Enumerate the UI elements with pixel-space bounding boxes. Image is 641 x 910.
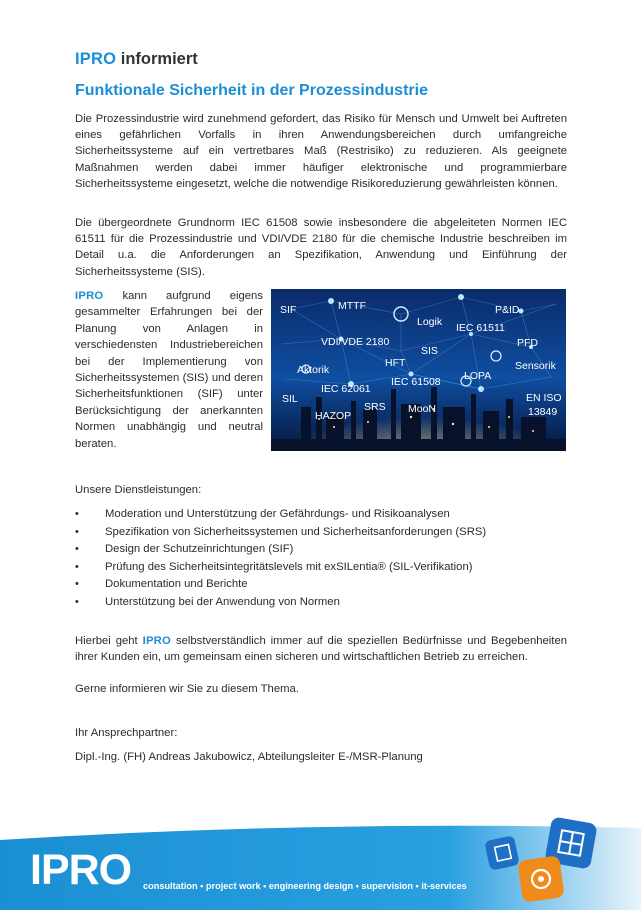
bullet-icon: • — [75, 595, 79, 608]
label-vdi-vde-2180: VDI/VDE 2180 — [321, 336, 390, 348]
label-iec-61511: IEC 61511 — [456, 322, 505, 334]
list-item: • Spezifikation von Sicherheitssystemen und Sicherheitsanforderungen (SRS) — [75, 524, 486, 542]
page-title: Funktionale Sicherheit in der Prozessindustrie — [75, 82, 428, 99]
bullet-icon: • — [75, 543, 79, 556]
header-label: informiert — [120, 50, 198, 68]
industrial-network-illustration — [271, 289, 566, 451]
list-item: • Moderation und Unterstützung der Gefährdungs- und Risikoanalysen — [75, 506, 486, 524]
bullet-icon: • — [75, 578, 79, 591]
label-sensorik: Sensorik — [515, 360, 556, 372]
bullet-icon: • — [75, 560, 79, 573]
label-sif: SIF — [280, 304, 297, 316]
label-hft: HFT — [385, 357, 406, 369]
inline-brand: IPRO — [75, 290, 104, 302]
contact-name: Dipl.-Ing. (FH) Andreas Jakubowicz, Abteilungsleiter E-/MSR-Planung — [75, 751, 423, 763]
label-srs: SRS — [364, 401, 386, 413]
inline-brand: IPRO — [142, 635, 172, 647]
label-hazop: HAZOP — [315, 410, 352, 422]
label-pfd: PFD — [517, 337, 538, 349]
label-sil: SIL — [282, 393, 298, 405]
footer-tagline: consultation • project work • engineering design • supervision • it-services — [143, 881, 467, 891]
label-en-iso: EN ISO — [526, 392, 562, 404]
label-moon: MooN — [408, 403, 437, 415]
label-13849: 13849 — [528, 406, 558, 418]
label-iec-61508: IEC 61508 — [391, 376, 441, 388]
label-iec-62061: IEC 62061 — [321, 383, 371, 395]
list-item: • Design der Schutzeinrichtungen (SIF) — [75, 541, 486, 559]
header-brand: IPRO — [75, 50, 117, 68]
closing-paragraph: Gerne informieren wir Sie zu diesem Thema. — [75, 683, 299, 695]
label-aktorik: Aktorik — [297, 364, 330, 376]
experience-text: kann aufgrund eigens gesammelter Erfahrungen bei der Planung von Anlagen in verschiedensten Industriebereichen bei der Implementierung von Sicherheitssystemen (SIS) und deren Sicherheitsfunktionen (SIF) unter Berücksichtigung der anerkannten Normen unabhängig und neutral beraten. — [75, 290, 263, 450]
label-lopa: LOPA — [464, 370, 492, 382]
bullet-icon: • — [75, 508, 79, 520]
customer-paragraph: Hierbei geht IPRO selbstverständlich immer auf die speziellen Bedürfnisse und Begebenheiten ihrer Kunden ein, um gemeinsam einen sicheren und wirtschaftlichen Betrieb zu erreichen. — [75, 635, 568, 664]
experience-paragraph — [75, 288, 263, 452]
cube-blue-small-icon — [484, 835, 520, 871]
list-item: • Prüfung des Sicherheitsintegritätslevels mit exSILentia® (SIL-Verifikation) — [75, 559, 486, 577]
label-sis: SIS — [421, 345, 438, 357]
list-item: • Unterstützung bei der Anwendung von Normen — [75, 594, 486, 612]
bullet-icon: • — [75, 525, 79, 538]
footer-logo: IPRO — [30, 846, 132, 894]
header — [75, 50, 198, 69]
services-title: Unsere Dienstleistungen: — [75, 484, 202, 496]
list-item: • Dokumentation und Berichte — [75, 576, 486, 594]
label-mttf: MTTF — [338, 300, 366, 312]
standards-paragraph: Die übergeordnete Grundnorm IEC 61508 sowie insbesondere die abgeleiteten Normen IEC 61511 für die Prozessindustrie und VDI/VDE 2180 für die chemische Industrie beschreiben im Detail u.a. die Anforderungen an Spezifikation, Anwendung und Einführung der Sicherheitssysteme (SIS). — [75, 217, 567, 278]
label-pid: P&ID — [495, 304, 520, 316]
label-logik: Logik — [417, 316, 443, 328]
intro-paragraph: Die Prozessindustrie wird zunehmend gefordert, das Risiko für Mensch und Umwelt bei Auftreten eines gefährlichen Vorfalls in ihren Anwendungsbereichen durch umfangreiche Sicherheitssysteme auf ein vertretbares Maß (Restrisiko) zu reduzieren. Als geeignete Maßnahmen werden dabei immer häufiger elektronische und programmierbare Sicherheitssysteme eingesetzt, welche die notwendige Risikoreduzierung gewährleisten können. — [75, 113, 567, 190]
contact-label: Ihr Ansprechpartner: — [75, 727, 178, 739]
footer-fade — [0, 800, 641, 850]
services-list — [75, 506, 486, 612]
